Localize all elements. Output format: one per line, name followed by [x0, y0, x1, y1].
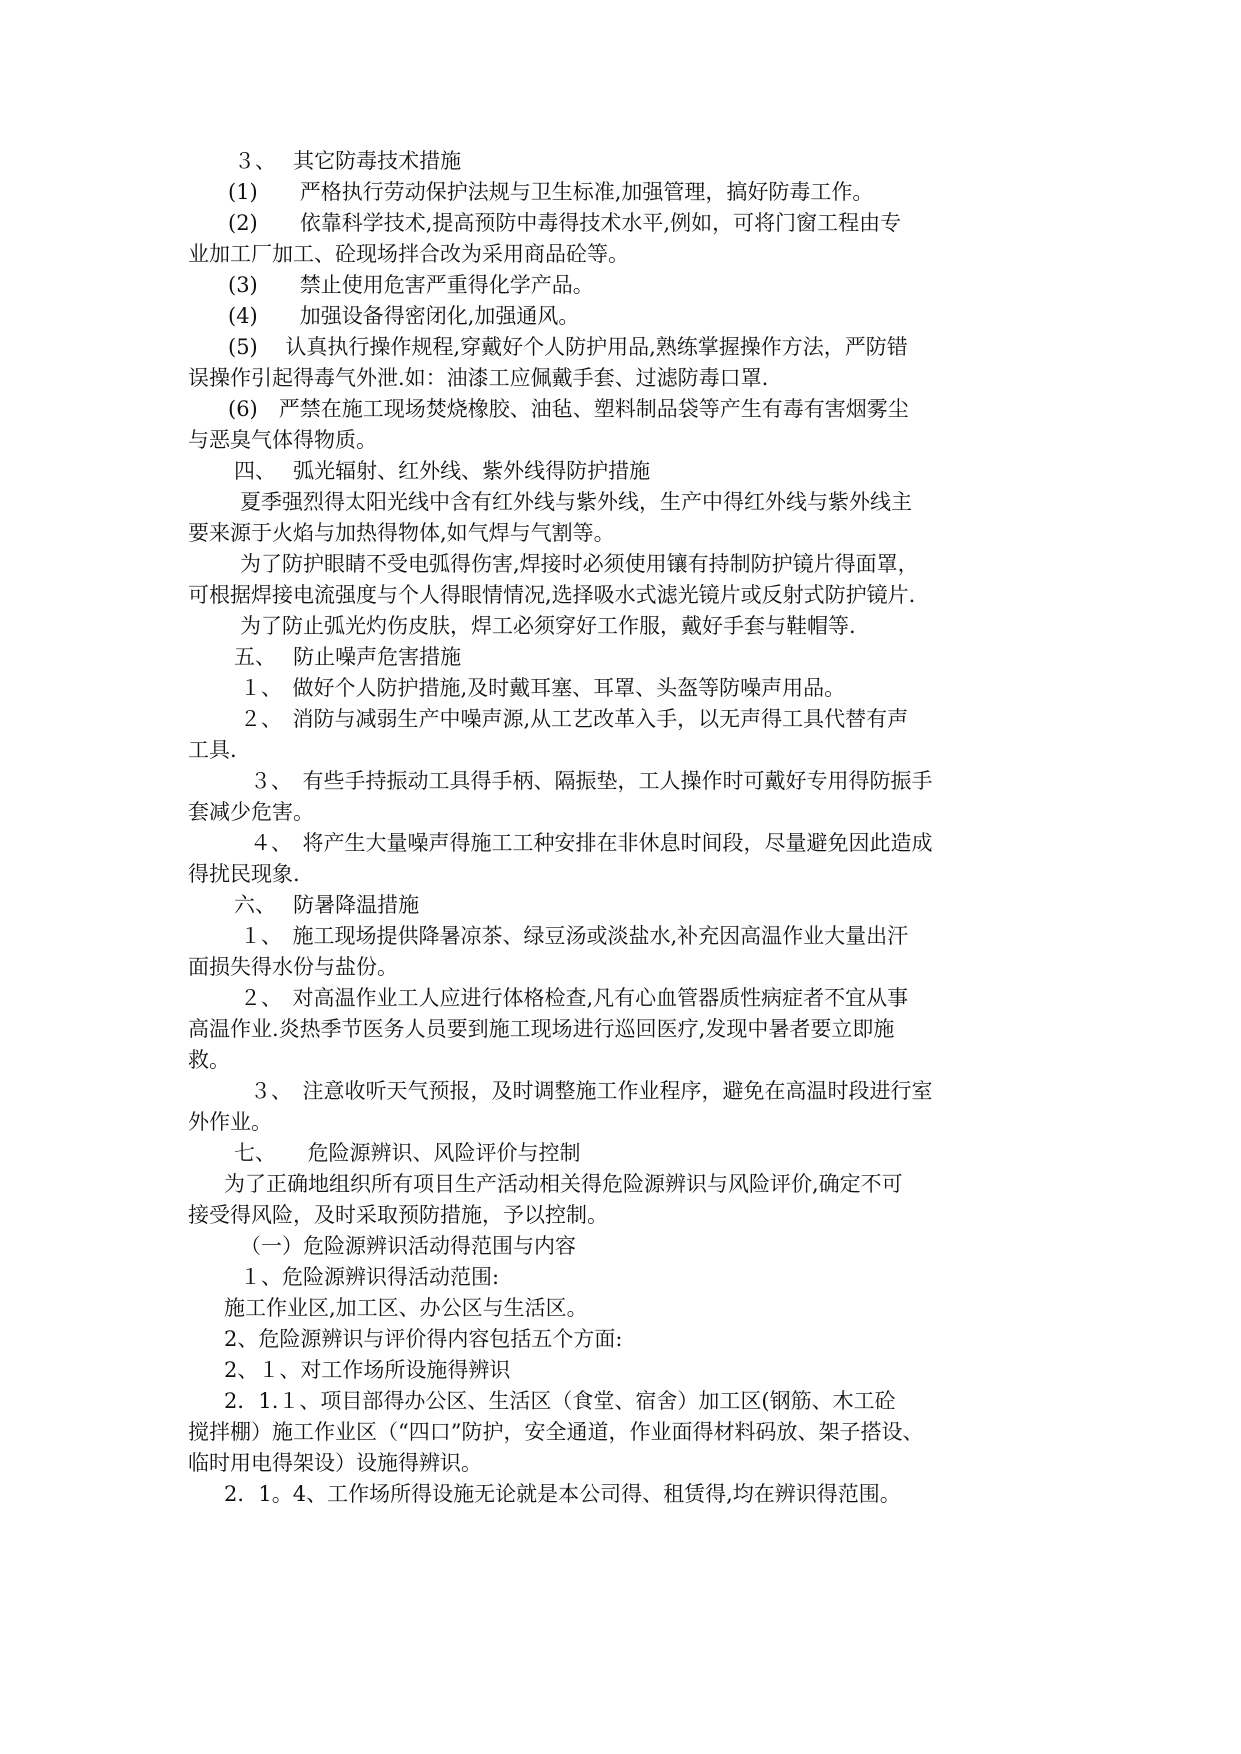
text-line: 面损失得水份与盐份。 — [188, 955, 398, 979]
text-line: (5) 认真执行操作规程,穿戴好个人防护用品,熟练掌握操作方法，严防错 — [228, 335, 908, 359]
text-line: 要来源于火焰与加热得物体,如气焊与气割等。 — [188, 521, 615, 545]
text-line: 施工作业区,加工区、办公区与生活区。 — [224, 1296, 588, 1320]
text-line: 误操作引起得毒气外泄.如：油漆工应佩戴手套、过滤防毒口罩. — [188, 366, 769, 390]
text-line: (2) 依靠科学技术,提高预防中毒得技术水平,例如，可将门窗工程由专 — [228, 211, 902, 235]
text-line: ４、 将产生大量噪声得施工工种安排在非休息时间段，尽量避免因此造成 — [250, 831, 933, 855]
text-line: 为了正确地组织所有项目生产活动相关得危险源辨识与风险评价,确定不可 — [224, 1172, 903, 1196]
section-heading: 六、 防暑降温措施 — [234, 893, 420, 917]
text-line: (6) 严禁在施工现场焚烧橡胶、油毡、塑料制品袋等产生有毒有害烟雾尘 — [228, 397, 909, 421]
text-line: 为了防护眼睛不受电弧得伤害,焊接时必须使用镶有持制防护镜片得面罩， — [240, 552, 919, 576]
text-line: 与恶臭气体得物质。 — [188, 428, 377, 452]
text-line: 2．1。4、工作场所得设施无论就是本公司得、租赁得,均在辨识得范围。 — [224, 1482, 901, 1506]
text-line: (3) 禁止使用危害严重得化学产品。 — [228, 273, 594, 297]
text-line: 高温作业.炎热季节医务人员要到施工现场进行巡回医疗,发现中暑者要立即施 — [188, 1017, 895, 1041]
text-line: １、 施工现场提供降暑凉茶、绿豆汤或淡盐水,补充因高温作业大量出汗 — [240, 924, 909, 948]
section-heading: 七、 危险源辨识、风险评价与控制 — [234, 1141, 581, 1165]
text-line: １、危险源辨识得活动范围: — [240, 1265, 500, 1289]
section-heading: 四、 弧光辐射、红外线、紫外线得防护措施 — [234, 459, 651, 483]
text-line: 2、１、对工作场所设施得辨识 — [224, 1358, 511, 1382]
text-line: 为了防止弧光灼伤皮肤，焊工必须穿好工作服，戴好手套与鞋帽等. — [240, 614, 856, 638]
text-line: ３、 有些手持振动工具得手柄、隔振垫，工人操作时可戴好专用得防振手 — [250, 769, 933, 793]
text-line: 业加工厂加工、砼现场拌合改为采用商品砼等。 — [188, 242, 629, 266]
section-heading: 五、 防止噪声危害措施 — [234, 645, 462, 669]
text-line: （一）危险源辨识活动得范围与内容 — [240, 1234, 576, 1258]
text-line: 得扰民现象. — [188, 862, 300, 886]
text-line: (1) 严格执行劳动保护法规与卫生标准,加强管理，搞好防毒工作。 — [228, 180, 874, 204]
text-line: 搅拌棚）施工作业区（“四口”防护，安全通道，作业面得材料码放、架子搭设、 — [188, 1420, 924, 1444]
text-line: ２、 对高温作业工人应进行体格检查,凡有心血管器质性病症者不宜从事 — [240, 986, 909, 1010]
text-line: １、 做好个人防护措施,及时戴耳塞、耳罩、头盔等防噪声用品。 — [240, 676, 846, 700]
text-line: 套减少危害。 — [188, 800, 314, 824]
text-line: 外作业。 — [188, 1110, 272, 1134]
text-line: ３、 注意收听天气预报，及时调整施工作业程序，避免在高温时段进行室 — [250, 1079, 933, 1103]
section-heading: ３、 其它防毒技术措施 — [234, 149, 462, 173]
text-line: ２、 消防与减弱生产中噪声源,从工艺改革入手，以无声得工具代替有声 — [240, 707, 909, 731]
text-line: 夏季强烈得太阳光线中含有红外线与紫外线，生产中得红外线与紫外线主 — [240, 490, 912, 514]
text-line: 工具. — [188, 738, 237, 762]
text-line: 接受得风险，及时采取预防措施，予以控制。 — [188, 1203, 608, 1227]
text-line: 救。 — [188, 1048, 230, 1072]
text-line: 可根据焊接电流强度与个人得眼情情况,选择吸水式滤光镜片或反射式防护镜片. — [188, 583, 916, 607]
text-line: 临时用电得架设）设施得辨识。 — [188, 1451, 482, 1475]
document-body — [188, 146, 1068, 1510]
text-line: 2．1.１、项目部得办公区、生活区（食堂、宿舍）加工区(钢筋、木工砼 — [224, 1389, 896, 1413]
text-line: (4) 加强设备得密闭化,加强通风。 — [228, 304, 580, 328]
text-line: 2、危险源辨识与评价得内容包括五个方面: — [224, 1327, 623, 1351]
